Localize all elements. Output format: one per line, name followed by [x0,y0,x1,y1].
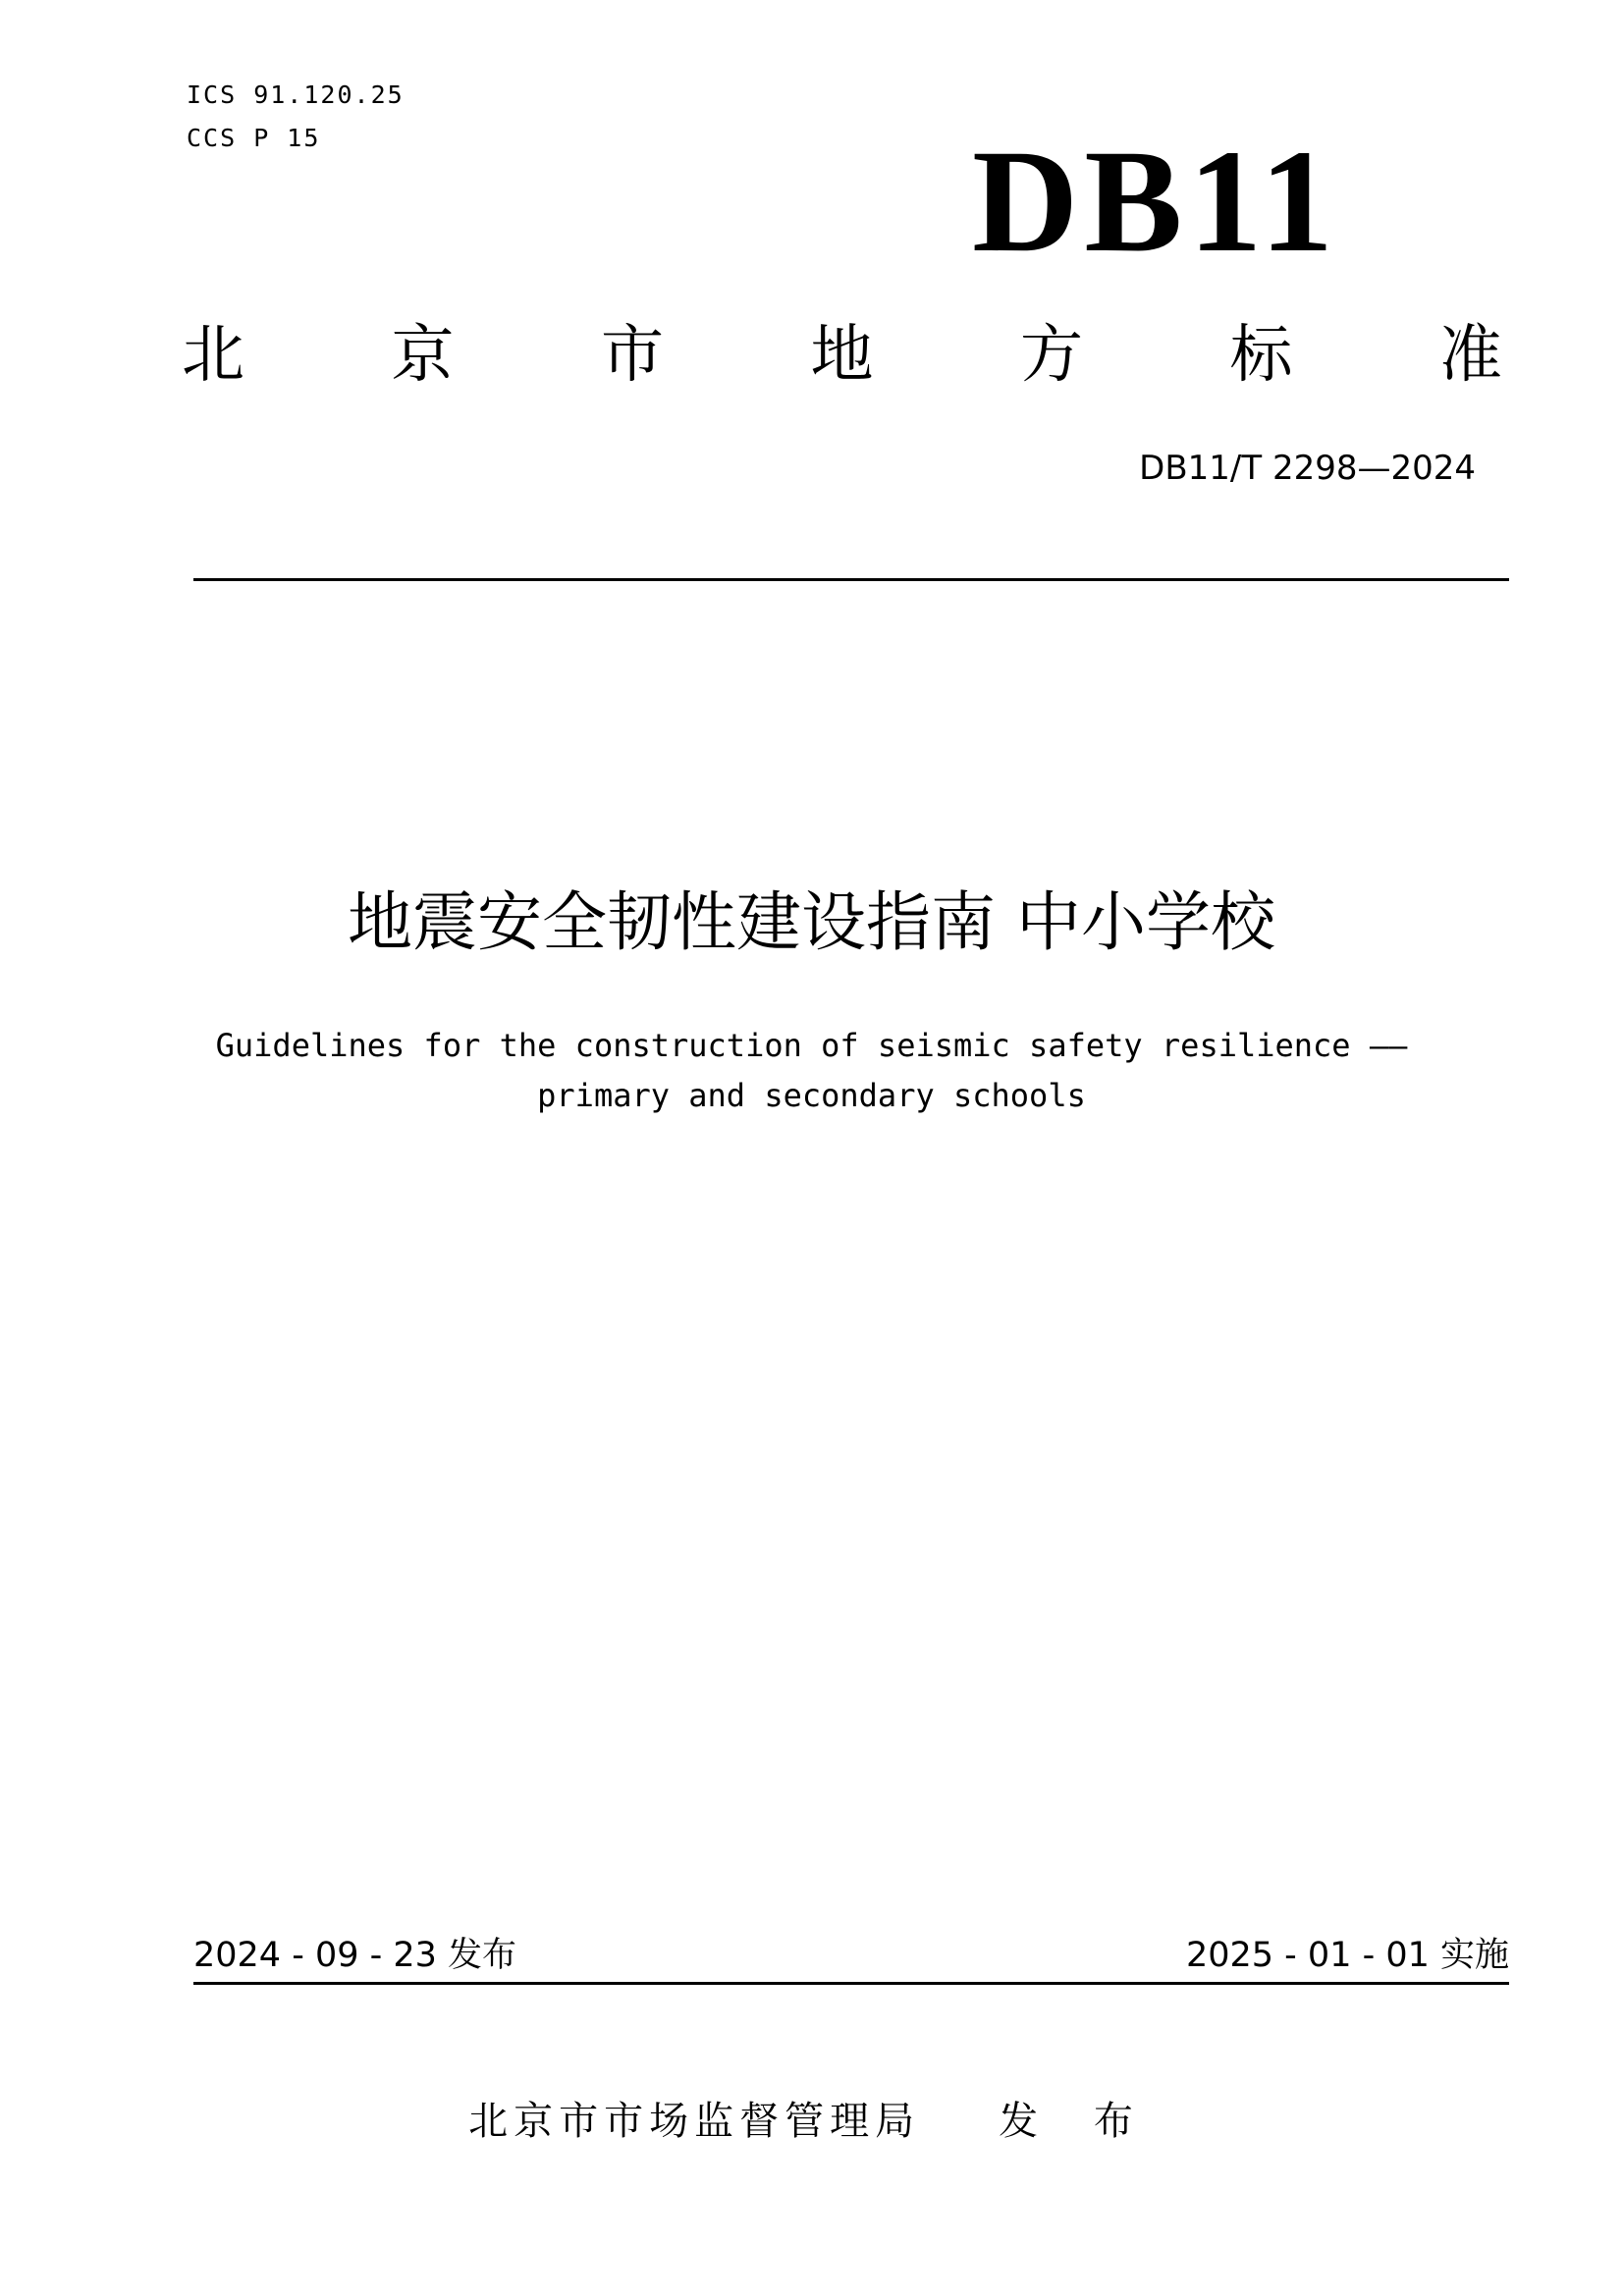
db11-logo: DB11 [972,120,1340,283]
standard-number: DB11/T 2298—2024 [1139,449,1476,488]
document-title-english-line-1: Guidelines for the construction of seismic safety resilience —— [215,1027,1408,1064]
publish-label: 发 布 [999,2099,1155,2144]
issue-date: 2024 - 09 - 23 发布 [193,1936,517,1975]
standard-type-char: 京 [391,319,455,392]
standard-type-char: 市 [601,319,664,392]
standard-type-char: 北 [182,319,244,392]
ccs-code: CCS P 15 [187,124,321,152]
ics-code: ICS 91.120.25 [187,80,405,109]
standard-type-char: 地 [810,319,874,392]
standard-type-heading [182,316,1502,395]
document-title-english-line-2: primary and secondary schools [537,1077,1086,1114]
document-title-chinese: 地震安全韧性建设指南 中小学校 [348,884,1275,960]
header-divider [193,578,1509,581]
standard-type-char: 标 [1229,319,1293,392]
standard-type-char: 方 [1020,319,1083,392]
implementation-date: 2025 - 01 - 01 实施 [1185,1936,1509,1975]
publisher-line [0,2094,1623,2149]
standard-type-char: 准 [1439,319,1502,392]
publisher-name: 北京市市场监督管理局 [468,2099,921,2144]
footer-divider [193,1982,1509,1985]
